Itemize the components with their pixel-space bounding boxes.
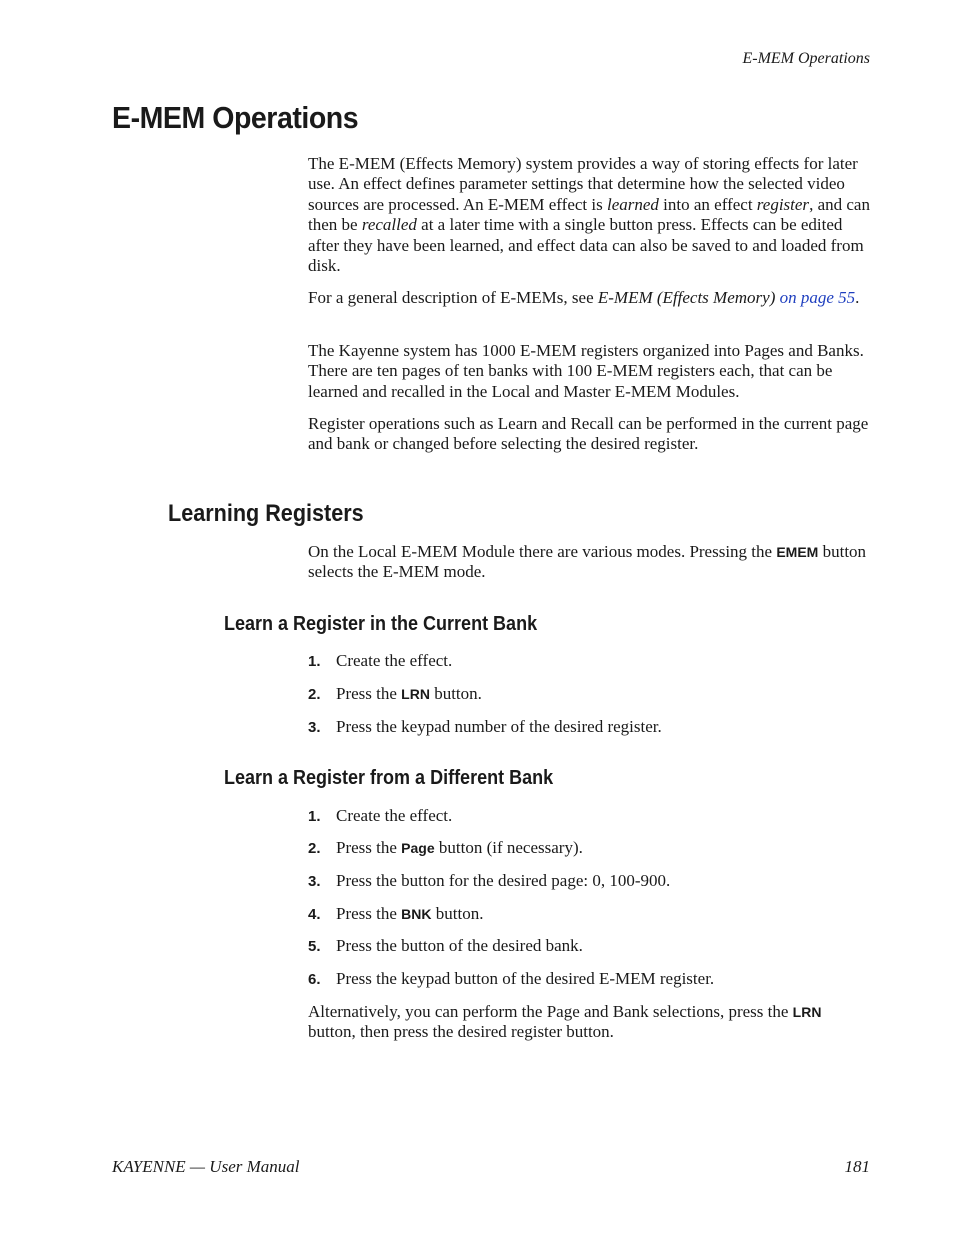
list-item: 3. Press the keypad number of the desired register. bbox=[308, 717, 662, 736]
list-item: 2. Press the Page button (if necessary). bbox=[308, 838, 583, 857]
current-bank-heading: Learn a Register in the Current Bank bbox=[224, 613, 538, 635]
page-button-label: Page bbox=[401, 840, 435, 856]
registers-paragraph: The Kayenne system has 1000 E-MEM registers organized into Pages and Banks. There are ten pages of ten banks with 100 E-MEM registers each, that can be learned and recalled in the Local and Master E-MEM Modules. bbox=[308, 341, 864, 401]
bnk-button-label: BNK bbox=[401, 906, 432, 922]
different-bank-heading: Learn a Register from a Different Bank bbox=[224, 767, 554, 789]
running-header: E-MEM Operations bbox=[742, 50, 870, 67]
list-item: 2. Press the LRN button. bbox=[308, 684, 482, 703]
list-item: 4. Press the BNK button. bbox=[308, 904, 484, 923]
list-item: 1. Create the effect. bbox=[308, 651, 453, 670]
lrn-button-label: LRN bbox=[401, 686, 430, 702]
learning-registers-heading: Learning Registers bbox=[168, 500, 364, 527]
list-item: 1. Create the effect. bbox=[308, 806, 453, 825]
list-item: 5. Press the button of the desired bank. bbox=[308, 936, 583, 955]
footer-manual-title: KAYENNE — User Manual bbox=[112, 1157, 300, 1176]
list-item: 3. Press the button for the desired page: 0, 100-900. bbox=[308, 871, 671, 890]
emem-button-label: EMEM bbox=[776, 544, 819, 560]
reference-paragraph: For a general description of E-MEMs, see E-MEM (Effects Memory) on page 55. bbox=[308, 288, 860, 307]
intro-paragraph: The E-MEM (Effects Memory) system provides a way of storing effects for later use. An effect defines parameter settings that determine how the selected video sources are processed. An E-MEM effect is learned into an effect register, and can then be recalled at a later time with a single button press. Effects can be edited after they have been learned, and effect data can also be saved to and loaded from disk. bbox=[308, 154, 870, 276]
page-55-link[interactable]: on page 55 bbox=[779, 288, 856, 307]
list-item: 6. Press the keypad button of the desired E-MEM register. bbox=[308, 969, 715, 988]
operations-paragraph: Register operations such as Learn and Recall can be performed in the current page and bank or changed before selecting the desired register. bbox=[308, 414, 869, 454]
lrn-button-label: LRN bbox=[792, 1004, 822, 1020]
page-title: E-MEM Operations bbox=[112, 100, 359, 135]
footer-page-number: 181 bbox=[844, 1157, 870, 1176]
alternative-paragraph: Alternatively, you can perform the Page and Bank selections, press the LRN button, then press the desired register button. bbox=[308, 1002, 822, 1042]
learning-intro-paragraph: On the Local E-MEM Module there are various modes. Pressing the EMEM button selects the E-MEM mode. bbox=[308, 542, 867, 582]
